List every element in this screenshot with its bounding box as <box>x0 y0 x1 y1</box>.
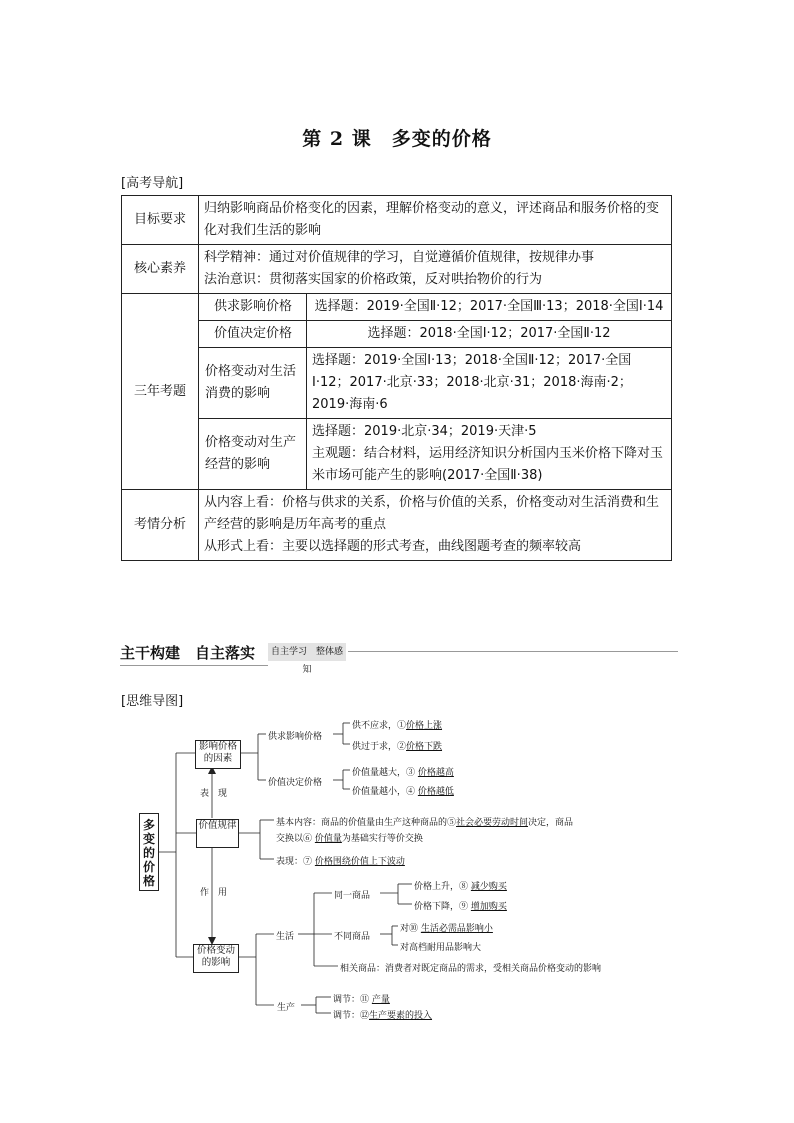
exam-choice: 选择题：2019·北京·34；2019·天津·5 <box>312 424 537 439</box>
page-title: 第 2 课 多变的价格 <box>302 128 492 150</box>
exam-subjective: 主观题：结合材料，运用经济知识分析国内玉米价格下降对玉米市场可能产生的影响(2017·全国Ⅱ·38) <box>312 446 664 483</box>
same-item: 价格下降，⑨ 增加购买 <box>414 902 507 912</box>
exam-text: 选择题：2018·全国Ⅰ·12；2017·全国Ⅱ·12 <box>307 321 672 348</box>
arrow-label: 现 <box>218 789 228 799</box>
core-label: 核心素养 <box>122 245 199 294</box>
supply-branch: 供求影响价格 <box>268 732 323 742</box>
production-branch: 生产 <box>277 1003 296 1013</box>
diff-item: 对高档耐用品影响大 <box>400 943 482 953</box>
banner-tag: 自主学习 整体感知 <box>268 643 346 661</box>
exam-text: 选择题：2019·全国Ⅰ·13；2018·全国Ⅱ·12；2017·全国Ⅰ·12；2017·北京·33；2018·北京·31；2018·海南·2；2019·海南·6 <box>307 348 672 419</box>
supply-item: 供不应求，①价格上涨 <box>352 721 443 731</box>
value-item: 价值量越小，④ 价格越低 <box>352 787 454 797</box>
law-node: 价值规律 <box>196 819 239 848</box>
related-goods: 相关商品：消费者对既定商品的需求，受相关商品价格变动的影响 <box>340 964 602 974</box>
analysis-label: 考情分析 <box>122 490 199 561</box>
same-goods: 同一商品 <box>334 891 371 901</box>
analysis-line2: 从形式上看：主要以选择题的形式考查，曲线图题考查的频率较高 <box>204 539 582 554</box>
exam-topic: 价格变动对生产经营的影响 <box>199 419 307 490</box>
mindmap-section-label: [思维导图] <box>121 694 184 709</box>
exam-text: 选择题：2019·全国Ⅱ·12；2017·全国Ⅲ·13；2018·全国Ⅰ·14 <box>307 294 672 321</box>
law-manifestation: 表现：⑦ 价格围绕价值上下波动 <box>276 857 405 867</box>
value-item: 价值量越大，③ 价格越高 <box>352 768 454 778</box>
core-line2: 法治意识：贯彻落实国家的价格政策，反对哄抬物价的行为 <box>204 272 543 287</box>
exam-topic: 价值决定价格 <box>199 321 307 348</box>
core-line1: 科学精神：通过对价值规律的学习，自觉遵循价值规律，按规律办事 <box>204 250 595 265</box>
goal-label: 目标要求 <box>122 196 199 245</box>
root-node: 多变的价格 <box>139 813 159 891</box>
life-branch: 生活 <box>276 932 295 942</box>
arrow-label: 作 <box>200 888 210 898</box>
arrow-label: 用 <box>218 888 228 898</box>
production-item: 调节：⑫生产要素的投入 <box>333 1011 433 1021</box>
banner-title: 主干构建 自主落实 <box>120 644 256 662</box>
diff-item: 对⑩ 生活必需品影响小 <box>400 924 493 934</box>
law-exchange: 交换以⑥ 价值量为基础实行等价交换 <box>276 834 423 844</box>
law-basic: 基本内容：商品的价值量由生产这种商品的⑤社会必要劳动时间决定，商品 <box>276 818 574 828</box>
same-item: 价格上升，⑧ 减少购买 <box>414 882 507 892</box>
goal-text: 归纳影响商品价格变化的因素，理解价格变动的意义，评述商品和服务价格的变化对我们生活的影响 <box>199 196 672 245</box>
production-item: 调节：⑪ 产量 <box>333 995 390 1005</box>
analysis-line1: 从内容上看：价格与供求的关系，价格与价值的关系，价格变动对生活消费和生产经营的影响是历年高考的重点 <box>204 495 660 532</box>
exam-topic: 价格变动对生活消费的影响 <box>199 348 307 419</box>
effect-node: 价格变动的影响 <box>193 944 239 973</box>
exam-topic: 供求影响价格 <box>199 294 307 321</box>
value-branch: 价值决定价格 <box>268 778 323 788</box>
nav-section-label: [高考导航] <box>121 176 184 191</box>
different-goods: 不同商品 <box>334 932 371 942</box>
factors-node: 影响价格的因素 <box>195 740 241 769</box>
exam-label: 三年考题 <box>122 294 199 490</box>
arrow-label: 表 <box>200 789 210 799</box>
supply-item: 供过于求，②价格下跌 <box>352 742 443 752</box>
